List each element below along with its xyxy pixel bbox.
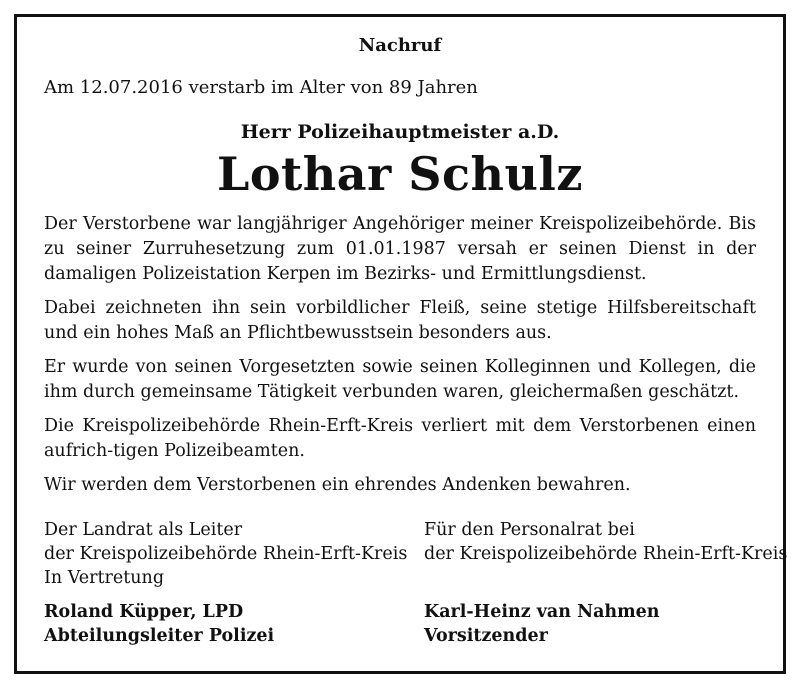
deceased-name: Lothar Schulz [217,147,583,201]
signature-left-affiliation [44,518,408,590]
signature-line: der Kreispolizeibehörde Rhein-Erft-Kreis [44,544,408,564]
body-paragraph: Wir werden dem Verstorbenen ein ehrendes Andenken bewahren. [44,475,631,495]
obituary-heading: Nachruf [358,35,442,56]
signature-line: In Vertretung [44,568,165,588]
body-paragraph: Dabei zeichneten ihn sein vorbildlicher Fleiß, seine stetige Hilfsbereitschaft und ein hohes Maß an Pflichtbewusstsein besonders aus. [44,298,756,343]
signature-left-signer [44,600,394,648]
signature-line: der Kreispolizeibehörde Rhein-Erft-Kreis [424,544,788,564]
body-paragraph: Die Kreispolizeibehörde Rhein-Erft-Kreis verliert mit dem Verstorbenen einen aufrich-tigen Polizeibeamten. [44,416,756,461]
signer-title: Vorsitzender [424,626,548,646]
body-paragraph: Er wurde von seinen Vorgesetzten sowie seinen Kolleginnen und Kollegen, die ihm durch gemeinsame Tätigkeit verbunden waren, gleichermaßen geschätzt. [44,357,756,402]
signer-name: Roland Küpper, LPD [44,602,244,622]
obituary-body [44,212,756,498]
signature-right-affiliation [424,518,788,566]
body-paragraph: Der Verstorbene war langjähriger Angehöriger meiner Kreispolizeibehörde. Bis zu seiner Zurruhesetzung zum 01.01.1987 versah er seinen Dienst in der damaligen Polizeistation Kerpen im Bezirks- und Ermittlungsdienst. [44,214,756,284]
obituary-content [44,34,756,507]
signature-line: Für den Personalrat bei [424,520,635,540]
signature-line: Der Landrat als Leiter [44,520,243,540]
deceased-rank: Herr Polizeihauptmeister a.D. [240,121,560,143]
signer-title: Abteilungsleiter Polizei [44,626,275,646]
signer-name: Karl-Heinz van Nahmen [424,602,660,622]
signature-right-signer [424,600,774,648]
death-date-line: Am 12.07.2016 verstarb im Alter von 89 Jahren [44,77,478,98]
